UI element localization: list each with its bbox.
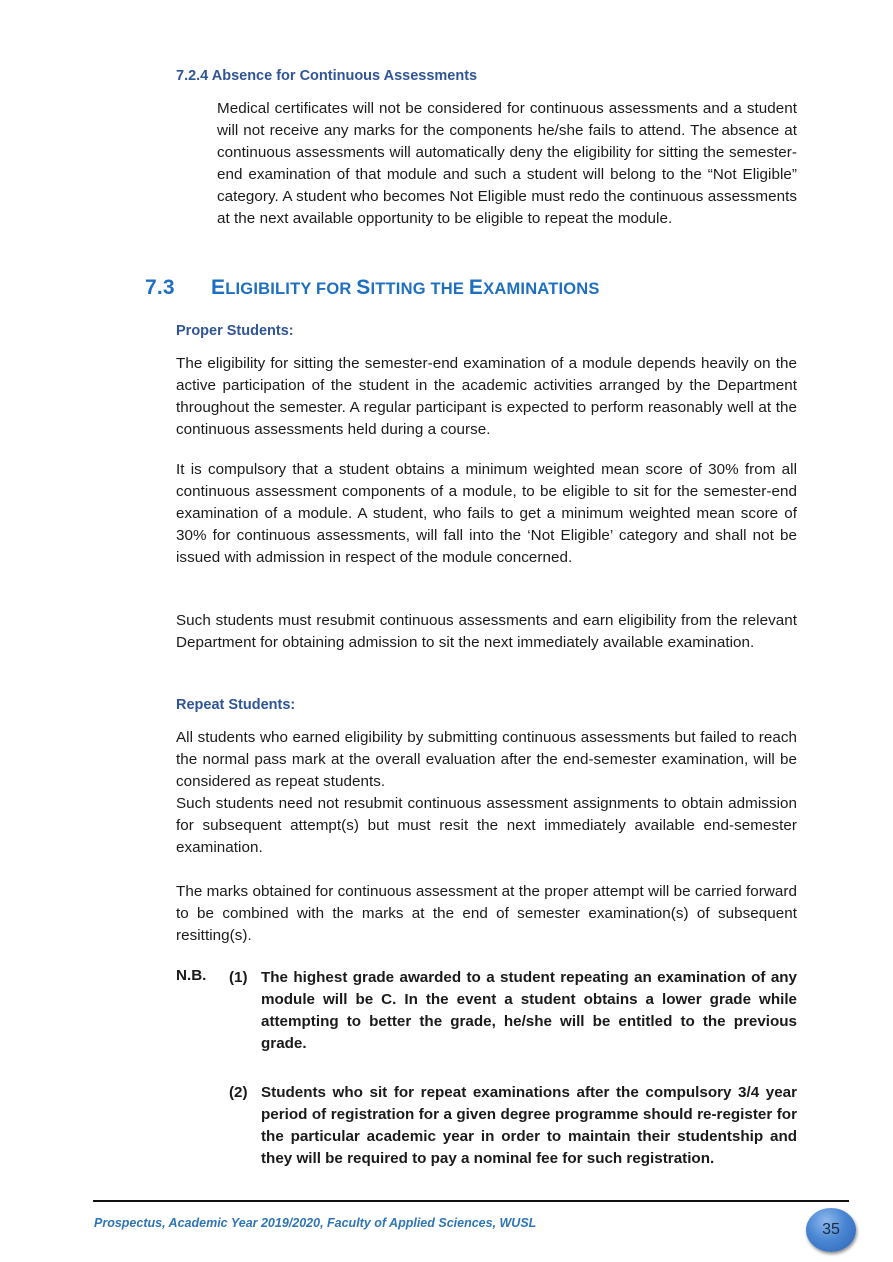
nb-item-text: Students who sit for repeat examinations after the compulsory 3/4 year period of registration for a given degree programme should re-register for the particular academic year in order to maintain their studentship and they will be required to pay a nominal fee for such registration. (261, 1084, 797, 1167)
nb-item-text: The highest grade awarded to a student repeating an examination of any module will be C. In the event a student obtains a lower grade while attempting to better the grade, he/she will be entitled to the previous grade. (261, 969, 797, 1052)
page-number: 35 (822, 1221, 840, 1238)
section-title: ELIGIBILITY FOR SITTING THE EXAMINATIONS (211, 276, 600, 299)
repeat-students-paragraph: All students who earned eligibility by submitting continuous assessments but failed to reach the normal pass mark at the overall evaluation after the end-semester examination, will be considered as repeat students. (176, 729, 797, 790)
nb-item (229, 967, 799, 1057)
repeat-students-paragraph: The marks obtained for continuous assessment at the proper attempt will be carried forward to be combined with the marks at the end of semester examination(s) of subsequent resitting(s). (176, 883, 797, 944)
nb-item-number: (1) (229, 969, 248, 986)
page-number-badge (806, 1208, 856, 1252)
footer-divider (93, 1200, 849, 1202)
proper-students-paragraph: Such students must resubmit continuous assessments and earn eligibility from the relevant Department for obtaining admission to sit the next immediately available examination. (176, 612, 797, 651)
section-heading-7-3 (145, 276, 600, 300)
repeat-students-heading: Repeat Students: (176, 697, 296, 713)
nb-label: N.B. (176, 967, 207, 984)
proper-students-paragraph: The eligibility for sitting the semester-end examination of a module depends heavily on the active participation of the student in the academic activities arranged by the Department throughout the semester. A regular participant is expected to perform reasonably well at the continuous assessments held during a course. (176, 355, 797, 438)
repeat-students-paragraph: Such students need not resubmit continuous assessment assignments to obtain admission for subsequent attempt(s) but must resit the next immediately available end-semester examination. (176, 795, 797, 856)
footer-text: Prospectus, Academic Year 2019/2020, Faculty of Applied Sciences, WUSL (94, 1216, 537, 1230)
nb-item-number: (2) (229, 1084, 248, 1101)
subsection-heading-7-2-4: 7.2.4 Absence for Continuous Assessments (176, 68, 478, 84)
proper-students-paragraph: It is compulsory that a student obtains a minimum weighted mean score of 30% from all continuous assessment components of a module, to be eligible to sit for the semester-end examination of a module. A student, who fails to get a minimum weighted mean score of 30% for continuous assessments, will fall into the ‘Not Eligible’ category and shall not be issued with admission in respect of the module concerned. (176, 461, 797, 566)
proper-students-heading: Proper Students: (176, 323, 294, 339)
section-number: 7.3 (145, 276, 175, 299)
absence-paragraph: Medical certificates will not be considered for continuous assessments and a student will not receive any marks for the components he/she fails to attend. The absence at continuous assessments will automatically deny the eligibility for sitting the semester-end examination of that module and such a student will belong to the “Not Eligible” category. A student who becomes Not Eligible must redo the continuous assessments at the next available opportunity to be eligible to repeat the module. (217, 100, 797, 227)
nb-item (229, 1082, 799, 1194)
